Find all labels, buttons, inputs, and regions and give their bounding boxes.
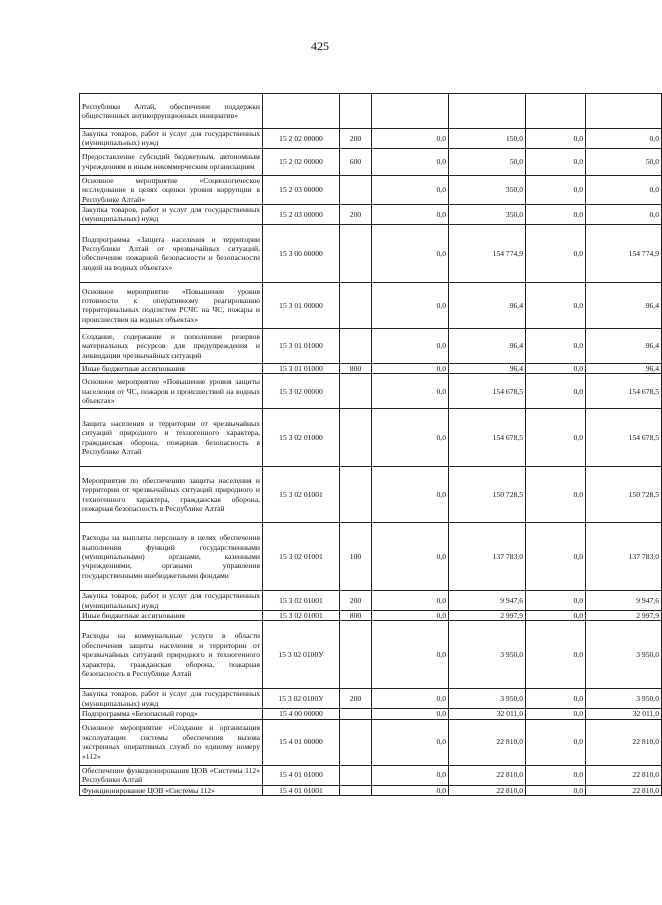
row-name-cell: Подпрограмма «Защита населения и территории Республики Алтай от чрезвычайных ситуаций, обеспечение пожарной безопасности и безопасности людей на водных объектах» <box>80 224 263 282</box>
row-expense-type-cell <box>340 409 372 467</box>
table-row <box>80 205 662 225</box>
row-code-cell: 15 4 00 00000 <box>263 709 340 719</box>
row-value-3-cell: 0,0 <box>526 205 586 225</box>
row-expense-type-cell <box>340 175 372 204</box>
row-value-3-cell: 0,0 <box>526 328 586 363</box>
row-code-cell: 15 3 00 00000 <box>263 224 340 282</box>
row-value-1-cell: 0,0 <box>372 611 449 621</box>
row-name-cell: Закупка товаров, работ и услуг для государственных (муниципальных) нужд <box>80 129 263 149</box>
row-value-4-cell: 0,0 <box>586 175 662 204</box>
row-name-cell: Защита населения и территории от чрезвычайных ситуаций природного и техногенного характера, гражданская оборона, пожарная безопасность в Республике Алтай <box>80 409 263 467</box>
row-expense-type-cell: 800 <box>340 611 372 621</box>
row-value-2-cell: 50,0 <box>449 148 526 175</box>
row-name-cell: Подпрограмма «Безопасный город» <box>80 709 263 719</box>
row-name-cell: Создание, содержание и пополнение резервов материальных ресурсов для предупреждения и ликвидации чрезвычайных ситуаций <box>80 328 263 363</box>
row-value-1-cell: 0,0 <box>372 282 449 328</box>
table-row <box>80 374 662 409</box>
table-row <box>80 467 662 523</box>
row-name-cell: Расходы на коммунальные услуги в области обеспечения защиты населения и территории от чрезвычайных ситуаций природного и техногенного характера, гражданская оборона, пожарная безопасность в Республике Алтай <box>80 621 263 689</box>
row-expense-type-cell: 200 <box>340 591 372 611</box>
row-value-4-cell: 32 011,0 <box>586 709 662 719</box>
row-name-cell: Закупка товаров, работ и услуг для государственных (муниципальных) нужд <box>80 591 263 611</box>
row-value-4-cell: 96,4 <box>586 363 662 373</box>
row-value-4-cell: 150 728,5 <box>586 467 662 523</box>
row-value-4-cell: 3 950,0 <box>586 689 662 709</box>
row-value-1-cell <box>372 94 449 129</box>
row-expense-type-cell <box>340 94 372 129</box>
row-code-cell: 15 4 01 01000 <box>263 765 340 785</box>
row-value-4-cell: 96,4 <box>586 328 662 363</box>
row-value-1-cell: 0,0 <box>372 409 449 467</box>
row-value-3-cell: 0,0 <box>526 129 586 149</box>
row-expense-type-cell: 800 <box>340 363 372 373</box>
row-expense-type-cell: 600 <box>340 148 372 175</box>
budget-table-body <box>80 94 662 796</box>
row-expense-type-cell: 200 <box>340 689 372 709</box>
row-value-4-cell: 0,0 <box>586 205 662 225</box>
table-row <box>80 523 662 591</box>
row-value-2-cell: 350,0 <box>449 205 526 225</box>
table-row <box>80 282 662 328</box>
row-name-cell: Функционирование ЦОВ «Системы 112» <box>80 785 263 795</box>
row-value-2-cell: 2 997,9 <box>449 611 526 621</box>
row-name-cell: Основное мероприятие «Социологическое исследование в целях оценки уровня коррупции в Республике Алтай» <box>80 175 263 204</box>
row-value-3-cell: 0,0 <box>526 224 586 282</box>
row-value-4-cell: 2 997,9 <box>586 611 662 621</box>
row-code-cell: 15 3 02 0100У <box>263 621 340 689</box>
row-value-2-cell: 96,4 <box>449 363 526 373</box>
row-value-1-cell: 0,0 <box>372 689 449 709</box>
row-value-3-cell: 0,0 <box>526 523 586 591</box>
row-value-3-cell: 0,0 <box>526 374 586 409</box>
table-row <box>80 765 662 785</box>
row-value-3-cell: 0,0 <box>526 689 586 709</box>
row-value-1-cell: 0,0 <box>372 129 449 149</box>
row-name-cell: Закупка товаров, работ и услуг для государственных (муниципальных) нужд <box>80 205 263 225</box>
row-value-3-cell: 0,0 <box>526 785 586 795</box>
row-expense-type-cell <box>340 621 372 689</box>
row-value-1-cell: 0,0 <box>372 765 449 785</box>
table-row <box>80 148 662 175</box>
budget-table <box>79 93 662 796</box>
row-value-1-cell: 0,0 <box>372 523 449 591</box>
table-row <box>80 785 662 795</box>
row-value-2-cell: 22 810,0 <box>449 765 526 785</box>
row-code-cell: 15 3 02 01001 <box>263 467 340 523</box>
row-value-1-cell: 0,0 <box>372 709 449 719</box>
row-name-cell: Закупка товаров, работ и услуг для государственных (муниципальных) нужд <box>80 689 263 709</box>
row-code-cell: 15 4 01 01001 <box>263 785 340 795</box>
table-row <box>80 175 662 204</box>
row-value-3-cell: 0,0 <box>526 175 586 204</box>
row-value-3-cell: 0,0 <box>526 709 586 719</box>
row-value-3-cell: 0,0 <box>526 148 586 175</box>
row-name-cell: Предоставление субсидий бюджетным, автономным учреждениям и иным некоммерческим организациям <box>80 148 263 175</box>
row-value-1-cell: 0,0 <box>372 467 449 523</box>
row-value-1-cell: 0,0 <box>372 148 449 175</box>
table-row <box>80 621 662 689</box>
row-name-cell: Основное мероприятие «Повышение уровня готовности к оперативному реагированию территориальных подсистем РСЧС на ЧС, пожары и происшествия на водных объектах» <box>80 282 263 328</box>
row-value-4-cell: 22 810,0 <box>586 719 662 765</box>
row-value-4-cell <box>586 94 662 129</box>
row-code-cell: 15 3 02 0100У <box>263 689 340 709</box>
row-value-3-cell: 0,0 <box>526 409 586 467</box>
row-value-3-cell <box>526 94 586 129</box>
row-value-3-cell: 0,0 <box>526 591 586 611</box>
row-code-cell: 15 3 02 01000 <box>263 409 340 467</box>
row-value-2-cell: 22 810,0 <box>449 719 526 765</box>
table-row <box>80 689 662 709</box>
row-value-2-cell: 154 678,5 <box>449 374 526 409</box>
row-code-cell: 15 3 01 00000 <box>263 282 340 328</box>
row-name-cell: Мероприятия по обеспечению защиты населения и территории от чрезвычайных ситуаций природного и техногенного характера, гражданская оборона, пожарная безопасность в Республике Алтай <box>80 467 263 523</box>
row-expense-type-cell: 200 <box>340 129 372 149</box>
row-code-cell: 15 2 03 00000 <box>263 205 340 225</box>
row-expense-type-cell <box>340 224 372 282</box>
row-code-cell: 15 3 01 01000 <box>263 363 340 373</box>
row-value-3-cell: 0,0 <box>526 621 586 689</box>
table-row <box>80 409 662 467</box>
table-row <box>80 224 662 282</box>
row-name-cell: Обеспечение функционирования ЦОВ «Системы 112» Республики Алтай <box>80 765 263 785</box>
row-name-cell: Иные бюджетные ассигнования <box>80 363 263 373</box>
row-code-cell: 15 3 02 01001 <box>263 611 340 621</box>
row-value-3-cell: 0,0 <box>526 282 586 328</box>
row-value-2-cell: 32 011,0 <box>449 709 526 719</box>
row-value-2-cell: 154 774,9 <box>449 224 526 282</box>
row-name-cell: Иные бюджетные ассигнования <box>80 611 263 621</box>
row-value-1-cell: 0,0 <box>372 205 449 225</box>
page-number: 425 <box>311 39 329 53</box>
row-code-cell: 15 2 03 00000 <box>263 175 340 204</box>
table-row <box>80 328 662 363</box>
row-value-1-cell: 0,0 <box>372 621 449 689</box>
row-value-4-cell: 22 810,0 <box>586 765 662 785</box>
row-code-cell <box>263 94 340 129</box>
row-value-2-cell: 350,0 <box>449 175 526 204</box>
row-name-cell: Основное мероприятие «Повышение уровня защиты населения от ЧС, пожаров и происшествий на водных объектах» <box>80 374 263 409</box>
row-expense-type-cell: 200 <box>340 205 372 225</box>
table-row <box>80 591 662 611</box>
row-value-2-cell: 154 678,5 <box>449 409 526 467</box>
row-value-4-cell: 154 678,5 <box>586 374 662 409</box>
row-expense-type-cell <box>340 719 372 765</box>
row-value-2-cell: 150,0 <box>449 129 526 149</box>
row-value-4-cell: 9 947,6 <box>586 591 662 611</box>
row-value-1-cell: 0,0 <box>372 719 449 765</box>
row-code-cell: 15 3 02 01001 <box>263 523 340 591</box>
table-row <box>80 94 662 129</box>
row-value-3-cell: 0,0 <box>526 467 586 523</box>
row-value-3-cell: 0,0 <box>526 719 586 765</box>
row-expense-type-cell <box>340 785 372 795</box>
row-expense-type-cell <box>340 467 372 523</box>
table-row <box>80 129 662 149</box>
row-value-2-cell: 3 950,0 <box>449 689 526 709</box>
table-row <box>80 611 662 621</box>
row-value-4-cell: 50,0 <box>586 148 662 175</box>
row-value-3-cell: 0,0 <box>526 611 586 621</box>
row-value-2-cell: 22 810,0 <box>449 785 526 795</box>
row-expense-type-cell: 100 <box>340 523 372 591</box>
row-value-2-cell: 3 950,0 <box>449 621 526 689</box>
row-code-cell: 15 3 01 01000 <box>263 328 340 363</box>
row-value-1-cell: 0,0 <box>372 785 449 795</box>
row-code-cell: 15 3 02 01001 <box>263 591 340 611</box>
row-name-cell: Расходы на выплаты персоналу в целях обеспечения выполнения функций государственными (муниципальными) органами, казенными учреждениями, органами управления государственными внебюджетными фондами <box>80 523 263 591</box>
row-value-2-cell <box>449 94 526 129</box>
row-value-2-cell: 150 728,5 <box>449 467 526 523</box>
row-value-1-cell: 0,0 <box>372 224 449 282</box>
row-name-cell: Основное мероприятие «Создание и организация эксплуатации системы обеспечения вызова экстренных оперативных служб по единому номеру «112» <box>80 719 263 765</box>
row-value-2-cell: 137 783,0 <box>449 523 526 591</box>
row-code-cell: 15 3 02 00000 <box>263 374 340 409</box>
table-row <box>80 719 662 765</box>
row-name-cell: Республики Алтай, обеспечение поддержки общественных антикоррупционных инициатив» <box>80 94 263 129</box>
row-expense-type-cell <box>340 765 372 785</box>
row-value-4-cell: 3 950,0 <box>586 621 662 689</box>
row-value-1-cell: 0,0 <box>372 328 449 363</box>
row-expense-type-cell <box>340 328 372 363</box>
row-value-4-cell: 154 774,9 <box>586 224 662 282</box>
row-value-3-cell: 0,0 <box>526 363 586 373</box>
row-value-3-cell: 0,0 <box>526 765 586 785</box>
row-expense-type-cell <box>340 709 372 719</box>
row-code-cell: 15 4 01 00000 <box>263 719 340 765</box>
row-value-4-cell: 154 678,5 <box>586 409 662 467</box>
row-value-1-cell: 0,0 <box>372 363 449 373</box>
row-value-2-cell: 96,4 <box>449 282 526 328</box>
row-value-1-cell: 0,0 <box>372 175 449 204</box>
row-value-4-cell: 137 783,0 <box>586 523 662 591</box>
row-value-4-cell: 22 810,0 <box>586 785 662 795</box>
table-row <box>80 363 662 373</box>
row-value-2-cell: 96,4 <box>449 328 526 363</box>
table-row <box>80 709 662 719</box>
row-value-4-cell: 0,0 <box>586 129 662 149</box>
row-value-1-cell: 0,0 <box>372 591 449 611</box>
row-expense-type-cell <box>340 282 372 328</box>
row-expense-type-cell <box>340 374 372 409</box>
row-code-cell: 15 2 02 00000 <box>263 129 340 149</box>
row-value-2-cell: 9 947,6 <box>449 591 526 611</box>
row-value-4-cell: 96,4 <box>586 282 662 328</box>
row-code-cell: 15 2 02 00000 <box>263 148 340 175</box>
row-value-1-cell: 0,0 <box>372 374 449 409</box>
